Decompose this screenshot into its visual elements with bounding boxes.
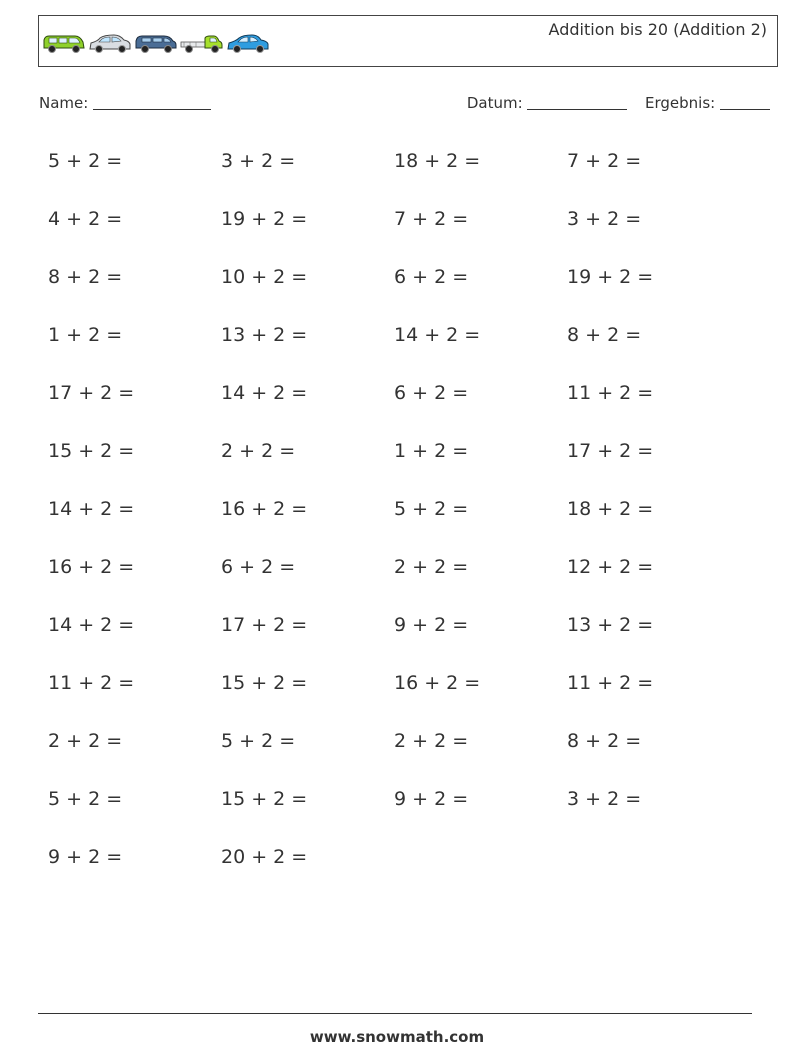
problem-r9-c1: 14 + 2 =: [48, 614, 135, 636]
problem-r5-c1: 17 + 2 =: [48, 382, 135, 404]
problem-r7-c1: 14 + 2 =: [48, 498, 135, 520]
problem-r4-c2: 13 + 2 =: [221, 324, 308, 346]
problem-r8-c2: 6 + 2 =: [221, 556, 296, 578]
car-icons: [42, 28, 270, 54]
green-van-icon: [42, 32, 86, 54]
footer-divider: [38, 1013, 752, 1014]
problem-r6-c2: 2 + 2 =: [221, 440, 296, 462]
problem-r3-c2: 10 + 2 =: [221, 266, 308, 288]
problem-r1-c2: 3 + 2 =: [221, 150, 296, 172]
problem-r7-c3: 5 + 2 =: [394, 498, 469, 520]
problem-r12-c4: 3 + 2 =: [567, 788, 642, 810]
problem-r6-c3: 1 + 2 =: [394, 440, 469, 462]
problem-r10-c2: 15 + 2 =: [221, 672, 308, 694]
name-line[interactable]: [93, 93, 211, 110]
problem-r12-c1: 5 + 2 =: [48, 788, 123, 810]
problem-r10-c4: 11 + 2 =: [567, 672, 654, 694]
header-box: [38, 15, 778, 67]
result-line[interactable]: [720, 93, 770, 110]
problem-r9-c4: 13 + 2 =: [567, 614, 654, 636]
date-line[interactable]: [527, 93, 627, 110]
problem-r1-c4: 7 + 2 =: [567, 150, 642, 172]
problem-r9-c2: 17 + 2 =: [221, 614, 308, 636]
problem-r3-c3: 6 + 2 =: [394, 266, 469, 288]
blue-car-icon: [226, 32, 270, 54]
problem-r12-c2: 15 + 2 =: [221, 788, 308, 810]
problem-r2-c2: 19 + 2 =: [221, 208, 308, 230]
problem-r10-c3: 16 + 2 =: [394, 672, 481, 694]
date-label: Datum:: [466, 94, 523, 112]
problem-r4-c3: 14 + 2 =: [394, 324, 481, 346]
problem-r1-c3: 18 + 2 =: [394, 150, 481, 172]
silver-car-icon: [88, 32, 132, 54]
result-label: Ergebnis:: [645, 94, 716, 112]
date-result-fields: [467, 93, 770, 112]
problem-r4-c1: 1 + 2 =: [48, 324, 123, 346]
problem-r13-c1: 9 + 2 =: [48, 846, 123, 868]
problem-r8-c3: 2 + 2 =: [394, 556, 469, 578]
problem-r5-c3: 6 + 2 =: [394, 382, 469, 404]
problem-r2-c4: 3 + 2 =: [567, 208, 642, 230]
problem-r10-c1: 11 + 2 =: [48, 672, 135, 694]
problem-r4-c4: 8 + 2 =: [567, 324, 642, 346]
problem-r12-c3: 9 + 2 =: [394, 788, 469, 810]
blue-suv-icon: [134, 32, 178, 54]
problem-r2-c3: 7 + 2 =: [394, 208, 469, 230]
problem-r3-c1: 8 + 2 =: [48, 266, 123, 288]
name-label: Name:: [39, 94, 89, 112]
problem-r9-c3: 9 + 2 =: [394, 614, 469, 636]
problem-r8-c4: 12 + 2 =: [567, 556, 654, 578]
problem-r11-c3: 2 + 2 =: [394, 730, 469, 752]
pickup-truck-icon: [180, 32, 224, 54]
problem-r8-c1: 16 + 2 =: [48, 556, 135, 578]
footer-url[interactable]: www.snowmath.com: [309, 1028, 485, 1046]
problem-r11-c2: 5 + 2 =: [221, 730, 296, 752]
problem-r11-c4: 8 + 2 =: [567, 730, 642, 752]
problem-r11-c1: 2 + 2 =: [48, 730, 123, 752]
problem-r5-c4: 11 + 2 =: [567, 382, 654, 404]
problem-r3-c4: 19 + 2 =: [567, 266, 654, 288]
problem-r1-c1: 5 + 2 =: [48, 150, 123, 172]
problem-r5-c2: 14 + 2 =: [221, 382, 308, 404]
worksheet-title: Addition bis 20 (Addition 2): [548, 20, 767, 39]
problem-r7-c2: 16 + 2 =: [221, 498, 308, 520]
problem-r6-c4: 17 + 2 =: [567, 440, 654, 462]
name-field[interactable]: [39, 93, 211, 112]
problem-r13-c2: 20 + 2 =: [221, 846, 308, 868]
problem-r6-c1: 15 + 2 =: [48, 440, 135, 462]
problem-r7-c4: 18 + 2 =: [567, 498, 654, 520]
problem-r2-c1: 4 + 2 =: [48, 208, 123, 230]
